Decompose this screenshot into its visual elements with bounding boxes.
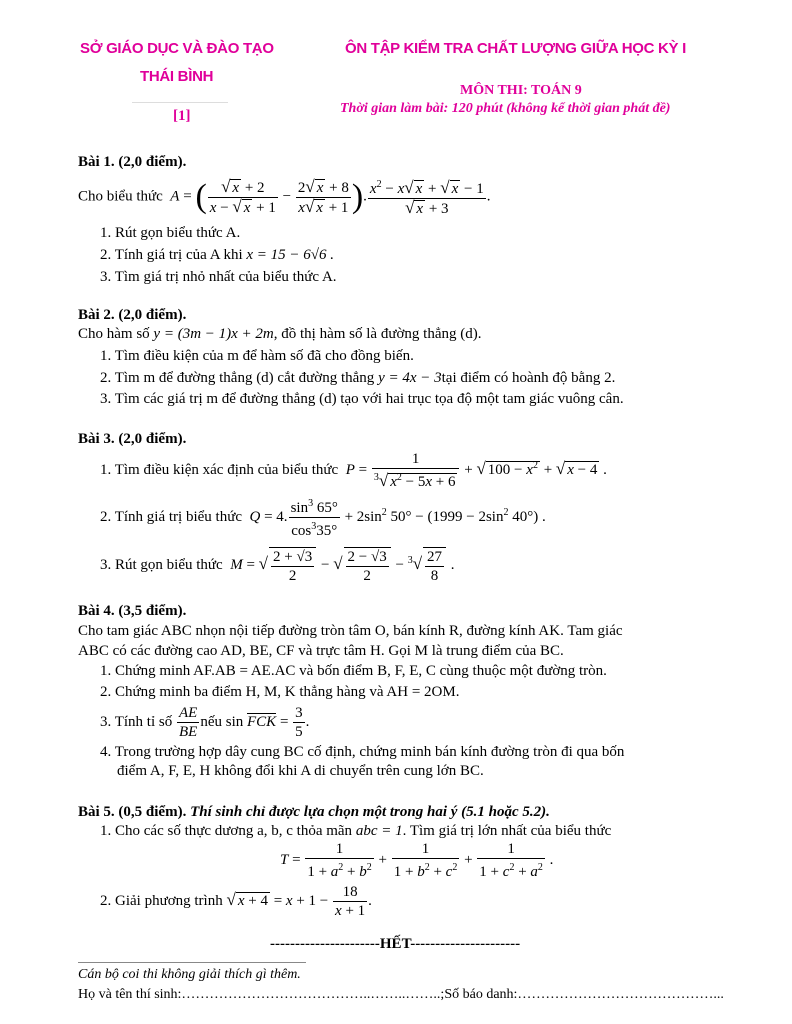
bai2-item-3: 3. Tìm các giá trị m để đường thẳng (d) tạo với hai trục tọa độ một tam giác vuông cân. xyxy=(100,391,624,407)
frac-3-5: $\frac{3}{5}$ xyxy=(295,705,303,741)
subject-line: MÔN THI: TOÁN 9 xyxy=(460,83,582,98)
bai4-item-1: 1. Chứng minh AF.AB = AE.AC và bốn điểm B, F, E, C cùng thuộc một đường tròn. xyxy=(100,663,607,679)
frac-m3: $\frac{27}{8}$ xyxy=(423,547,446,585)
bai4-item-2: 2. Chứng minh ba điểm H, M, K thẳng hàng và AH = 2OM. xyxy=(100,684,460,700)
frac-m2: $\frac{2 - √3}{2}$ xyxy=(344,547,391,585)
student-info: Họ và tên thí sinh:…………………………………..……..……..;Số báo danh:……………………………………... xyxy=(78,987,724,1002)
bai5-instruction: Thí sinh chỉ được lựa chọn một trong hai ý (5.1 hoặc 5.2). xyxy=(190,804,550,820)
bai5-expression-t: T = $\frac{1}{1 + a^2 + b^2}$ + $\frac{1}{1 + b^2 + c^2}$ + $\frac{1}{1 + c^2 + a^2}$ . xyxy=(280,841,554,881)
bai2-function: y = (3m − 1)x + 2m xyxy=(153,326,274,342)
bai4-item-3: 3. Tính tỉ số $\frac{AE}{BE}$ nếu sin FCK = $\frac{3}{5}$ . xyxy=(100,705,310,741)
bai1-x-value: x = 15 − 6√6 . xyxy=(246,247,335,263)
frac-t3: $\frac{1}{1 + c^2 + a^2}$ xyxy=(479,841,543,881)
frac-ae-be: $\frac{AE}{BE}$ xyxy=(178,705,198,741)
bai5-item-2: 2. Giải phương trình √ x + 4 = x + 1 − $\frac{18}{x + 1}$ . xyxy=(100,884,372,920)
province-name: THÁI BÌNH xyxy=(140,68,214,85)
frac-q: $\frac{\sin^3 65^\circ}{\cos^335^\circ}$ xyxy=(289,495,340,540)
bai3-item-2: 2. Tính giá trị biểu thức Q = 4. $\frac{\sin^3 65^\circ}{\cos^335^\circ}$ + $2\sin^2$ $50^\circ - (1999 - 2\sin^2$ 40°) . xyxy=(100,493,546,533)
bai5-title: Bài 5. (0,5 điểm). Thí sinh chỉ được lựa chọn một trong hai ý (5.1 hoặc 5.2). xyxy=(78,804,550,820)
end-marker: ----------------------HẾT---------------------- xyxy=(270,936,521,952)
frac-2: $\frac{2√ x + 8}{x√ x + 1}$ xyxy=(297,176,349,216)
bai2-item-1: 1. Tìm điều kiện của m để hàm số đã cho đồng biến. xyxy=(100,348,414,364)
bai1-item-3: 3. Tìm giá trị nhỏ nhất của biểu thức A. xyxy=(100,269,337,285)
bai5-condition: abc = 1 xyxy=(355,823,403,839)
frac-m1: $\frac{2 + √3}{2}$ xyxy=(269,547,316,585)
frac-3: $\frac{x^2 - x√ x + √ x - 1}{√ x + 3}$ xyxy=(369,178,484,217)
header-divider xyxy=(132,102,228,103)
bai2-item-2: 2. Tìm m để đường thẳng (d) cắt đường thẳng y = 4x − 3tại điểm có hoành độ bằng 2. xyxy=(100,370,616,386)
bai3-title: Bài 3. (2,0 điểm). xyxy=(78,431,187,447)
bai3-item-1: 1. Tìm điều kiện xác định của biểu thức P = $\frac{1}{^3√ x^2 - 5x + 6}$ + √ $100 - x^2$ + √ x − 4 . xyxy=(100,451,607,491)
bai1-title: Bài 1. (2,0 điểm). xyxy=(78,154,187,170)
time-line: Thời gian làm bài: 120 phút (không kể thời gian phát đề) xyxy=(340,101,671,116)
bai5-item-1: 1. Cho các số thực dương a, b, c thỏa mãn abc = 1. Tìm giá trị lớn nhất của biểu thức xyxy=(100,823,612,839)
exam-title: ÔN TẬP KIỂM TRA CHẤT LƯỢNG GIỮA HỌC KỲ I xyxy=(345,40,686,57)
exam-code: [1] xyxy=(173,108,191,124)
frac-t1: $\frac{1}{1 + a^2 + b^2}$ xyxy=(307,841,372,881)
frac-t2: $\frac{1}{1 + b^2 + c^2}$ xyxy=(393,841,458,881)
bai3-item-3: 3. Rút gọn biểu thức M = √ $\frac{2 + √3}{2}$ − √ $\frac{2 - √3}{2}$ − $^3$√ $\frac{27}{8}$ . xyxy=(100,548,455,584)
proctor-note: Cán bộ coi thi không giải thích gì thêm. xyxy=(78,967,301,982)
bai4-item-4: 4. Trong trường hợp dây cung BC cố định, chứng minh bán kính đường tròn đi qua bốn xyxy=(100,744,625,760)
department-name: SỞ GIÁO DỤC VÀ ĐÀO TẠO xyxy=(80,40,274,57)
bai1-expression: Cho biểu thức A = ( $\frac{√ x + 2}{x - √ x + 1}$ − $\frac{2√ x + 8}{x√ x + 1}$ ). $\frac{x^2 - x√ x + √ x - 1}{√ x + 3}$ . xyxy=(78,176,491,217)
bai2-line-eq: y = 4x − 3 xyxy=(378,370,442,386)
bai2-intro: Cho hàm số y = (3m − 1)x + 2m, đồ thị hàm số là đường thẳng (d). xyxy=(78,326,482,342)
bai1-intro: Cho biểu thức xyxy=(78,188,163,205)
bai4-item-4-cont: điểm A, F, E, H không đổi khi A di chuyển trên cung lớn BC. xyxy=(117,763,484,779)
bai4-title: Bài 4. (3,5 điểm). xyxy=(78,603,187,619)
bai4-paragraph-2: ABC có các đường cao AD, BE, CF và trực tâm H. Gọi M là trung điểm của BC. xyxy=(78,643,564,659)
footer-divider xyxy=(78,962,306,963)
bai1-item-1: 1. Rút gọn biểu thức A. xyxy=(100,225,241,241)
frac-p: $\frac{1}{^3√ x^2 - 5x + 6}$ xyxy=(372,450,460,491)
frac-eq: $\frac{18}{x + 1}$ xyxy=(335,884,366,920)
bai2-title: Bài 2. (2,0 điểm). xyxy=(78,307,187,323)
bai4-paragraph-1: Cho tam giác ABC nhọn nội tiếp đường tròn tâm O, bán kính R, đường kính AK. Tam giác xyxy=(78,623,623,639)
frac-1: $\frac{√ x + 2}{x - √ x + 1}$ xyxy=(209,176,276,216)
bai1-item-2: 2. Tính giá trị của A khi x = 15 − 6√6 . xyxy=(100,247,335,263)
